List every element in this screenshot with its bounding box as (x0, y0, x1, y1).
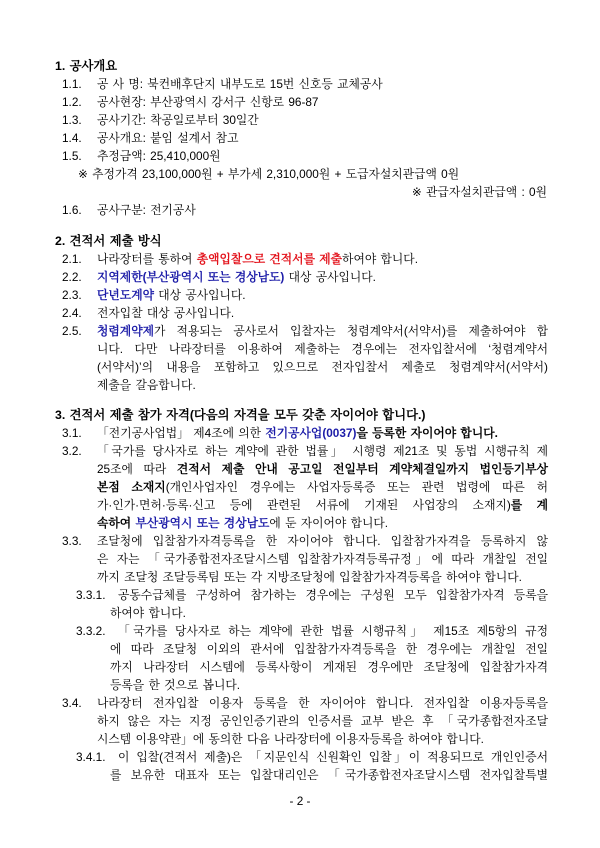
item-number: 1.3. (62, 113, 82, 127)
item-2-1 (0, 250, 600, 268)
text-segment: (개인사업자인 경우에는 사업자등록증 또는 관련 법령에 따른 허 (165, 480, 548, 494)
item-line (0, 322, 600, 340)
item-number: 1.5. (62, 149, 82, 163)
item-text: 공사기간: 착공일로부터 30일간 (97, 113, 259, 127)
text-segment: 은 자는 「국가종합전자조달시스템 입찰참가자격등록규정」에 따라 개찰일 전일 (97, 552, 548, 566)
text-segment: 까지 나라장터 시스템에 등록사항이 게재된 경우에만 조달청에 입찰참가자격 (110, 660, 548, 674)
item-number: 1.6. (62, 203, 82, 217)
item-line (0, 268, 600, 286)
text-segment: 를 보유한 대표자 또는 입찰대리인은 「국가종합전자조달시스템 전자입찰특별 (110, 768, 548, 782)
item-number: 2.5. (62, 324, 82, 338)
item-line (0, 748, 600, 766)
item-3-4-1 (0, 748, 600, 784)
item-3-1 (0, 424, 600, 442)
bold-text: 을 등록한 자이어야 합니다. (356, 426, 498, 440)
item-1-1 (0, 75, 600, 93)
item-line (0, 478, 600, 496)
text-segment: 대상 공사입니다. (284, 270, 376, 284)
item-line (0, 766, 600, 784)
document-body (0, 57, 600, 784)
text-segment: 조달청에 입찰참가자격등록을 한 자이어야 합니다. 입찰참가자격을 등록하지 않 (97, 534, 548, 548)
text-segment: (서약서)’의 내용을 포함하고 있으므로 전자입찰서 제출로 청렴계약서(서약서) (97, 360, 548, 374)
item-line (0, 712, 600, 730)
item-line (0, 622, 600, 640)
item-3-3 (0, 532, 600, 586)
text-segment: 하여야 합니다. (342, 252, 418, 266)
page-number: - 2 - (289, 794, 311, 808)
emphasis-blue-text: 부산광역시 또는 경상남도 (135, 516, 270, 530)
section-2-heading: 2. 견적서 제출 방식 (55, 234, 162, 248)
item-2-5 (0, 322, 600, 394)
bold-text: 견적서 제출 안내 공고일 전일부터 계약체결일까지 법인등기부상 (176, 462, 548, 476)
emphasis-blue-text: 단년도계약 (97, 288, 154, 302)
item-number: 1.1. (62, 77, 82, 91)
item-1-5 (0, 147, 600, 165)
item-line (0, 604, 600, 622)
item-1-3 (0, 111, 600, 129)
item-number: 1.2. (62, 95, 82, 109)
item-line (0, 340, 600, 358)
item-3-3-2 (0, 622, 600, 694)
bold-text: 속하여 (97, 516, 136, 530)
item-number: 1.4. (62, 131, 82, 145)
item-line (0, 532, 600, 550)
text-segment: 공동수급체를 구성하여 참가하는 경우에는 구성원 모두 입찰참가자격 등록을 (118, 588, 548, 602)
item-1-6 (0, 201, 600, 219)
text-segment: 하여야 합니다. (110, 606, 186, 620)
item-text: 추정금액: 25,410,000원 (97, 149, 221, 163)
text-segment: 「국가를 당사자로 하는 계약에 관한 법률 시행규칙」 제15조 제5항의 규정 (118, 624, 548, 638)
text-segment: 가·인가·면허·등록·신고 등에 관련된 서류에 기재된 사업장의 소재지) (97, 498, 511, 512)
text-segment: 25조에 따라 (97, 462, 177, 476)
item-text: 공사현장: 부산광역시 강서구 신항로 96-87 (97, 95, 319, 109)
item-line (0, 496, 600, 514)
item-line (0, 514, 600, 532)
text-segment: 나라장터를 통하여 (97, 252, 197, 266)
text-segment: 시스템 이용약관」에 동의한 다음 나라장터에 이용자등록을 하여야 합니다. (97, 732, 484, 746)
text-segment: 「국가를 당사자로 하는 계약에 관한 법률」 시행령 제21조 및 동법 시행규칙 제 (97, 444, 548, 458)
item-number: 3.1. (62, 426, 82, 440)
item-text: 공사구분: 전기공사 (97, 203, 196, 217)
item-line (0, 424, 600, 442)
item-line (0, 376, 600, 394)
item-text: 공 사 명: 북컨배후단지 내부도로 15번 신호등 교체공사 (97, 77, 383, 91)
item-number: 3.3.2. (76, 624, 106, 638)
text-segment: 니다. 다만 나라장터를 이용하여 제출하는 경우에는 전자입찰서에 ‘청렴계약서 (97, 342, 548, 356)
item-number: 3.4.1. (76, 750, 106, 764)
item-line (0, 676, 600, 694)
text-segment: 까지 조달청 조달등록팀 또는 각 지방조달청에 입찰참가자격등록을 하여야 합니다. (97, 570, 522, 584)
item-3-4 (0, 694, 600, 748)
text-segment: 「전기공사업법」 제4조에 의한 (97, 426, 266, 440)
item-line (0, 640, 600, 658)
text-segment: 전자입찰 대상 공사입니다. (97, 306, 235, 320)
emphasis-blue-text: 청렴계약제 (97, 324, 154, 338)
item-text: 공사개요: 붙임 설계서 참고 (97, 131, 239, 145)
item-number: 2.3. (62, 288, 82, 302)
item-2-4 (0, 304, 600, 322)
bold-text: 본점 소재지 (97, 480, 166, 494)
item-line (0, 286, 600, 304)
estimate-breakdown-note: ※ 추정가격 23,100,000원 + 부가세 2,310,000원 + 도급자설치관급액 0원 (78, 167, 460, 181)
item-line (0, 358, 600, 376)
item-number: 2.4. (62, 306, 82, 320)
item-line (0, 460, 600, 478)
item-1-4 (0, 129, 600, 147)
item-line (0, 586, 600, 604)
item-number: 2.2. (62, 270, 82, 284)
emphasis-blue-text: 지역제한(부산광역시 또는 경상남도) (97, 270, 285, 284)
emphasis-blue-text: 전기공사업(0037) (265, 426, 357, 440)
item-2-2 (0, 268, 600, 286)
item-line (0, 568, 600, 586)
bold-text: 를 계 (510, 498, 548, 512)
emphasis-red-text: 총액입찰으로 견적서를 제출 (196, 252, 343, 266)
text-segment: 가 적용되는 공사로서 입찰자는 청렴계약서(서약서)를 제출하여야 합 (153, 324, 548, 338)
government-supplied-note: ※ 관급자설치관급액 : 0원 (411, 185, 547, 199)
item-3-3-1 (0, 586, 600, 622)
text-segment: 에 둔 자이어야 합니다. (269, 516, 389, 530)
text-segment: 제출을 갈음합니다. (97, 378, 196, 392)
item-line (0, 694, 600, 712)
item-3-2 (0, 442, 600, 532)
text-segment: 나라장터 전자입찰 이용자 등록을 한 자이어야 합니다. 전자입찰 이용자등록을 (97, 696, 548, 710)
item-number: 3.2. (62, 444, 82, 458)
item-line (0, 730, 600, 748)
item-line (0, 550, 600, 568)
item-1-2 (0, 93, 600, 111)
item-line (0, 250, 600, 268)
item-number: 3.3.1. (76, 588, 106, 602)
section-3-heading: 3. 견적서 제출 참가 자격(다음의 자격을 모두 갖춘 자이어야 합니다.) (55, 408, 426, 422)
text-segment: 이 입찰(견적서 제출)은 「지문인식 신원확인 입찰」이 적용되므로 개인인증서 (118, 750, 548, 764)
item-number: 3.3. (62, 534, 82, 548)
item-number: 2.1. (62, 252, 82, 266)
text-segment: 하지 않은 자는 지정 공인인증기관의 인증서를 교부 받은 후 「국가종합전자조달 (97, 714, 548, 728)
text-segment: 대상 공사입니다. (153, 288, 246, 302)
text-segment: 등록을 한 것으로 봅니다. (110, 678, 241, 692)
item-number: 3.4. (62, 696, 82, 710)
text-segment: 에 따라 조달청 이외의 관서에 입찰참가자격등록을 한 경우에는 개찰일 전일 (110, 642, 548, 656)
item-2-3 (0, 286, 600, 304)
section-1-heading: 1. 공사개요 (55, 59, 118, 73)
item-line (0, 658, 600, 676)
item-line (0, 304, 600, 322)
item-line (0, 442, 600, 460)
